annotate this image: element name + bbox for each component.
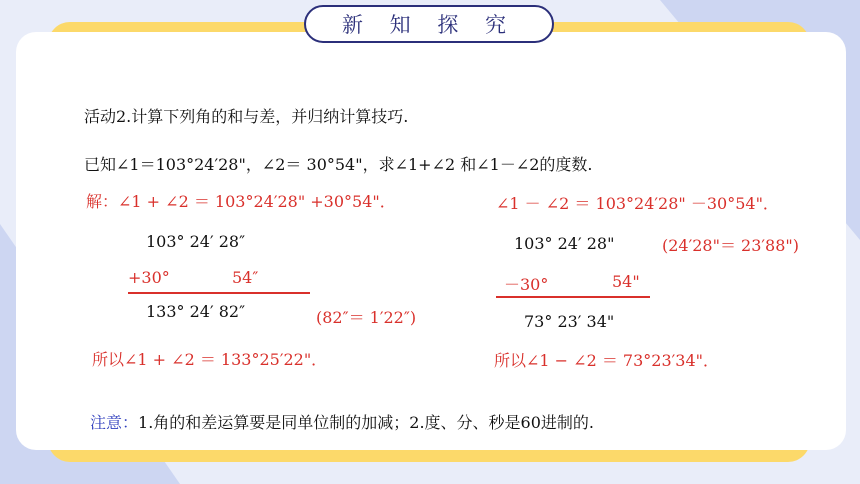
given-text: 已知∠1＝103°24′28"，∠2＝ 30°54"，求∠1+∠2 和∠1－∠2的度数. [84, 155, 593, 174]
sum-carry-note: (82″＝ 1′22″) [316, 308, 417, 327]
sum-row-2-operand: +30° [128, 268, 170, 287]
sum-result: 所以∠1 + ∠2 ＝ 133°25′22"． [92, 350, 328, 369]
note-line [90, 410, 594, 433]
difference-borrow-note: (24′28"＝ 23′88") [662, 236, 799, 255]
sum-divider [128, 292, 310, 294]
section-title: 新 知 探 究 [304, 5, 554, 43]
note-text: 1.角的和差运算要是同单位制的加减；2.度、分、秒是60进制的. [138, 413, 594, 432]
difference-divider [496, 296, 650, 298]
difference-row-2-operand: －30° [504, 275, 549, 294]
difference-row-3: 73° 23′ 34" [524, 312, 615, 331]
sum-row-2-seconds: 54″ [232, 268, 259, 287]
sum-row-1: 103° 24′ 28″ [146, 232, 246, 251]
sum-equation: 解：∠1 + ∠2 ＝ 103°24′28" +30°54"． [86, 192, 396, 211]
note-label: 注意： [90, 413, 139, 432]
difference-row-2-seconds: 54" [612, 272, 640, 291]
activity-text: 活动2.计算下列角的和与差，并归纳计算技巧. [84, 107, 409, 126]
difference-result: 所以∠1 − ∠2 ＝ 73°23′34"． [494, 351, 719, 370]
difference-row-1: 103° 24′ 28" [514, 234, 615, 253]
sum-row-3: 133° 24′ 82″ [146, 302, 246, 321]
difference-equation: ∠1 － ∠2 ＝ 103°24′28" －30°54"． [496, 194, 779, 213]
